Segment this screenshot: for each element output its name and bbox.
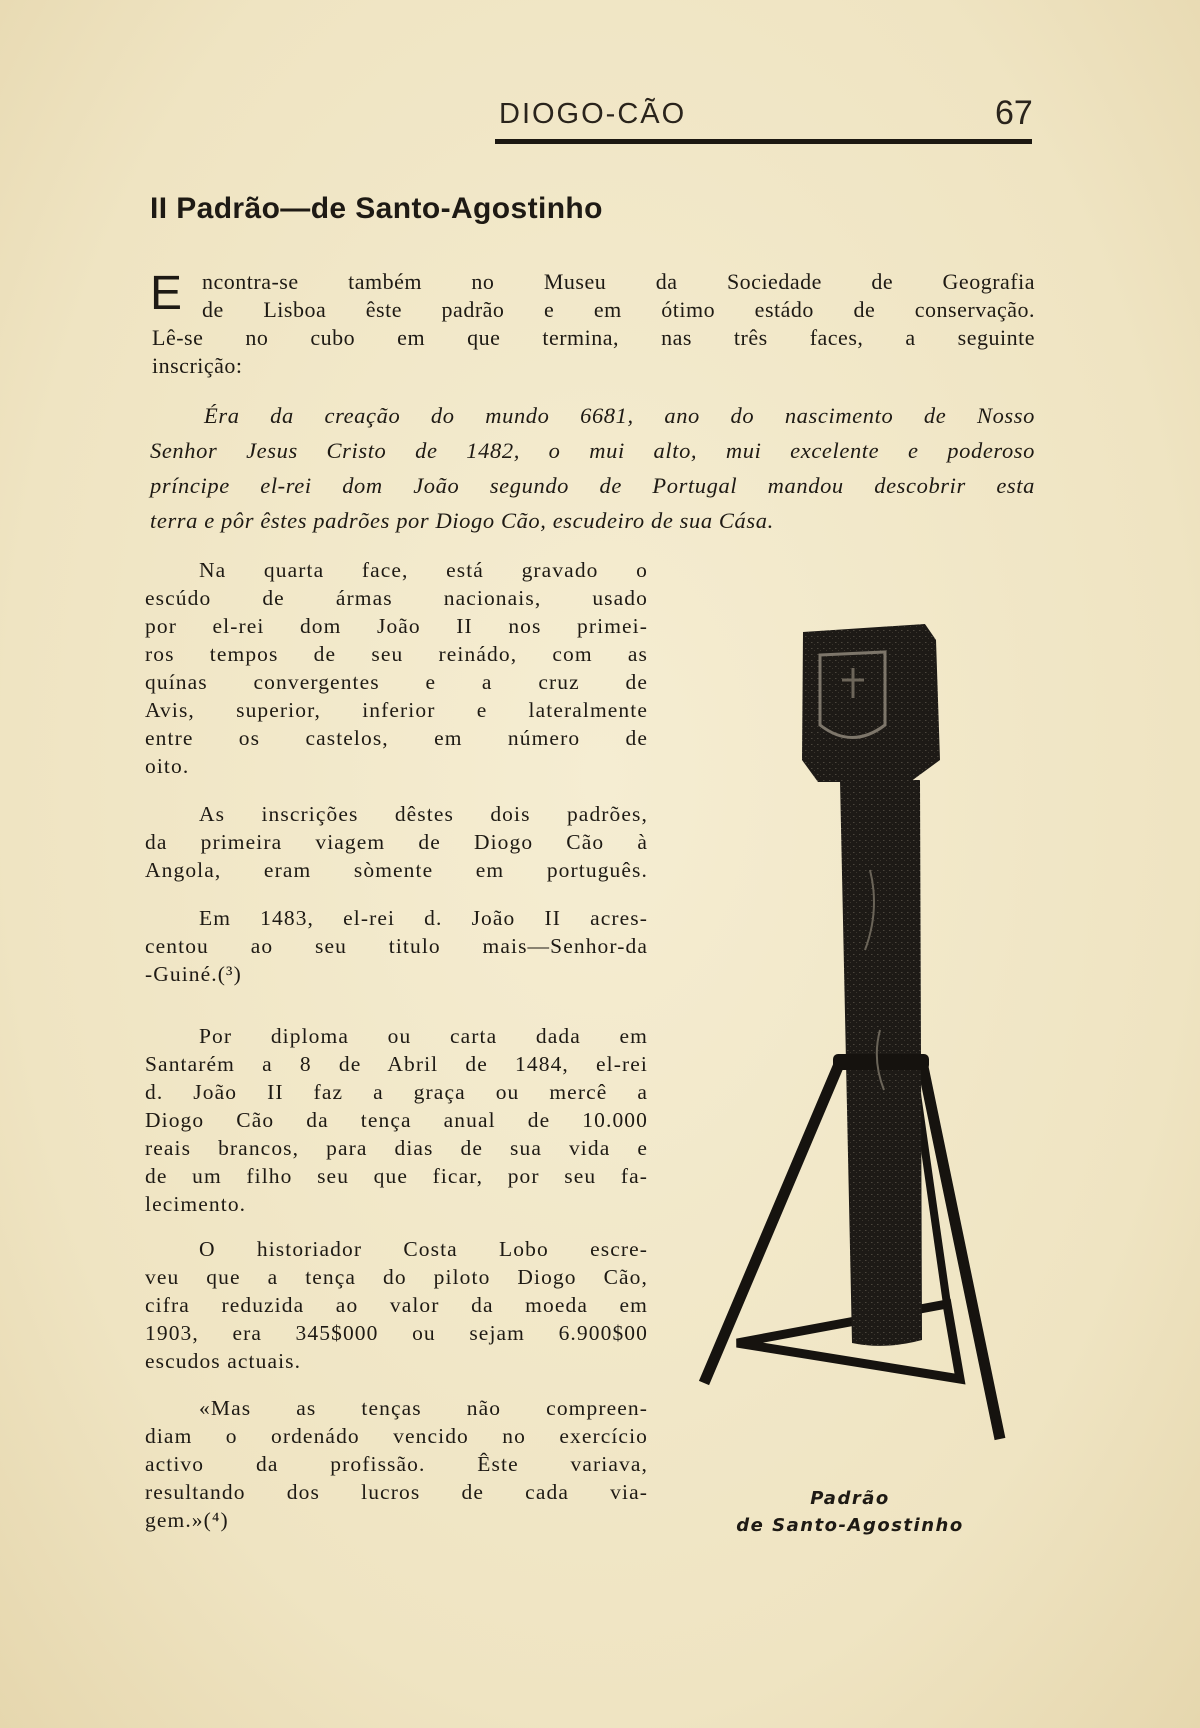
text-line: oito.: [145, 754, 190, 778]
text-line: d. João II faz a graça ou mercê a: [145, 1080, 648, 1104]
text-line: príncipe el-rei dom João segundo de Portugal mandou descobrir esta: [150, 473, 1035, 498]
paragraph: [145, 800, 648, 884]
section-title: II Padrão—de Santo-Agostinho: [150, 192, 603, 225]
text-line: Por diploma ou carta dada em: [199, 1024, 648, 1048]
text-line: Angola, eram sòmente em português.: [145, 858, 648, 882]
text-line: Lê-se no cubo em que termina, nas três faces, a seguinte: [152, 325, 1035, 350]
text-line: diam o ordenádo vencido no exercício: [145, 1424, 648, 1448]
text-line: escúdo de ármas nacionais, usado: [145, 586, 648, 610]
text-line: por el-rei dom João II nos primei-: [145, 614, 648, 638]
text-line: O historiador Costa Lobo escre-: [199, 1237, 648, 1261]
text-line: lecimento.: [145, 1192, 247, 1216]
figure-caption-line2: de Santo-Agostinho: [736, 1515, 964, 1536]
paragraph: [145, 1235, 648, 1375]
text-line: Senhor Jesus Cristo de 1482, o mui alto, mui excelente e poderoso: [150, 438, 1035, 463]
paragraph: [145, 904, 648, 988]
paragraph: [145, 556, 648, 780]
text-line: -Guiné.(³): [145, 962, 242, 986]
inscription-quote: [150, 398, 1035, 538]
text-line: cifra reduzida ao valor da moeda em: [145, 1293, 648, 1317]
text-line: da primeira viagem de Diogo Cão à: [145, 830, 648, 854]
text-line: Na quarta face, está gravado o: [199, 558, 648, 582]
running-head: DIOGO-CÃO: [499, 98, 687, 130]
text-line: escudos actuais.: [145, 1349, 302, 1373]
text-line: reais brancos, para dias de sua vida e: [145, 1136, 648, 1160]
page-number: 67: [995, 94, 1033, 132]
text-line: de um filho seu que ficar, por seu fa-: [145, 1164, 648, 1188]
text-line: inscrição:: [152, 353, 243, 378]
header-rule: [495, 139, 1032, 144]
drop-cap: E: [150, 267, 183, 320]
text-line: As inscrições dêstes dois padrões,: [199, 802, 648, 826]
intro-paragraph: [152, 268, 1035, 380]
text-line: ncontra-se também no Museu da Sociedade de Geografia: [202, 269, 1035, 294]
text-line: centou ao seu titulo mais—Senhor-da: [145, 934, 648, 958]
text-line: quínas convergentes e a cruz de: [145, 670, 648, 694]
text-line: terra e pôr êstes padrões por Diogo Cão, escudeiro de sua Cása.: [150, 508, 774, 533]
text-line: Éra da creação do mundo 6681, ano do nascimento de Nosso: [204, 403, 1035, 428]
text-line: resultando dos lucros de cada via-: [145, 1480, 648, 1504]
text-line: veu que a tença do piloto Diogo Cão,: [145, 1265, 648, 1289]
paragraph: [145, 1394, 648, 1534]
pillar-cube: [802, 624, 940, 782]
text-line: de Lisboa êste padrão e em ótimo estádo de conservação.: [202, 297, 1035, 322]
text-line: entre os castelos, em número de: [145, 726, 648, 750]
text-line: Santarém a 8 de Abril de 1484, el-rei: [145, 1052, 648, 1076]
text-line: Diogo Cão da tença anual de 10.000: [145, 1108, 648, 1132]
text-line: Avis, superior, inferior e lateralmente: [145, 698, 648, 722]
text-line: Em 1483, el-rei d. João II acres-: [199, 906, 648, 930]
text-line: ros tempos de seu reinádo, com as: [145, 642, 648, 666]
text-line: activo da profissão. Êste variava,: [145, 1452, 648, 1476]
paragraph: [145, 1022, 648, 1218]
text-line: gem.»(⁴): [145, 1508, 229, 1532]
text-line: 1903, era 345$000 ou sejam 6.900$00: [145, 1321, 648, 1345]
padrao-photo: [690, 610, 1020, 1460]
pillar-band: [833, 1054, 929, 1070]
figure-caption-line1: Padrão: [810, 1488, 890, 1509]
text-line: «Mas as tenças não compreen-: [199, 1396, 648, 1420]
